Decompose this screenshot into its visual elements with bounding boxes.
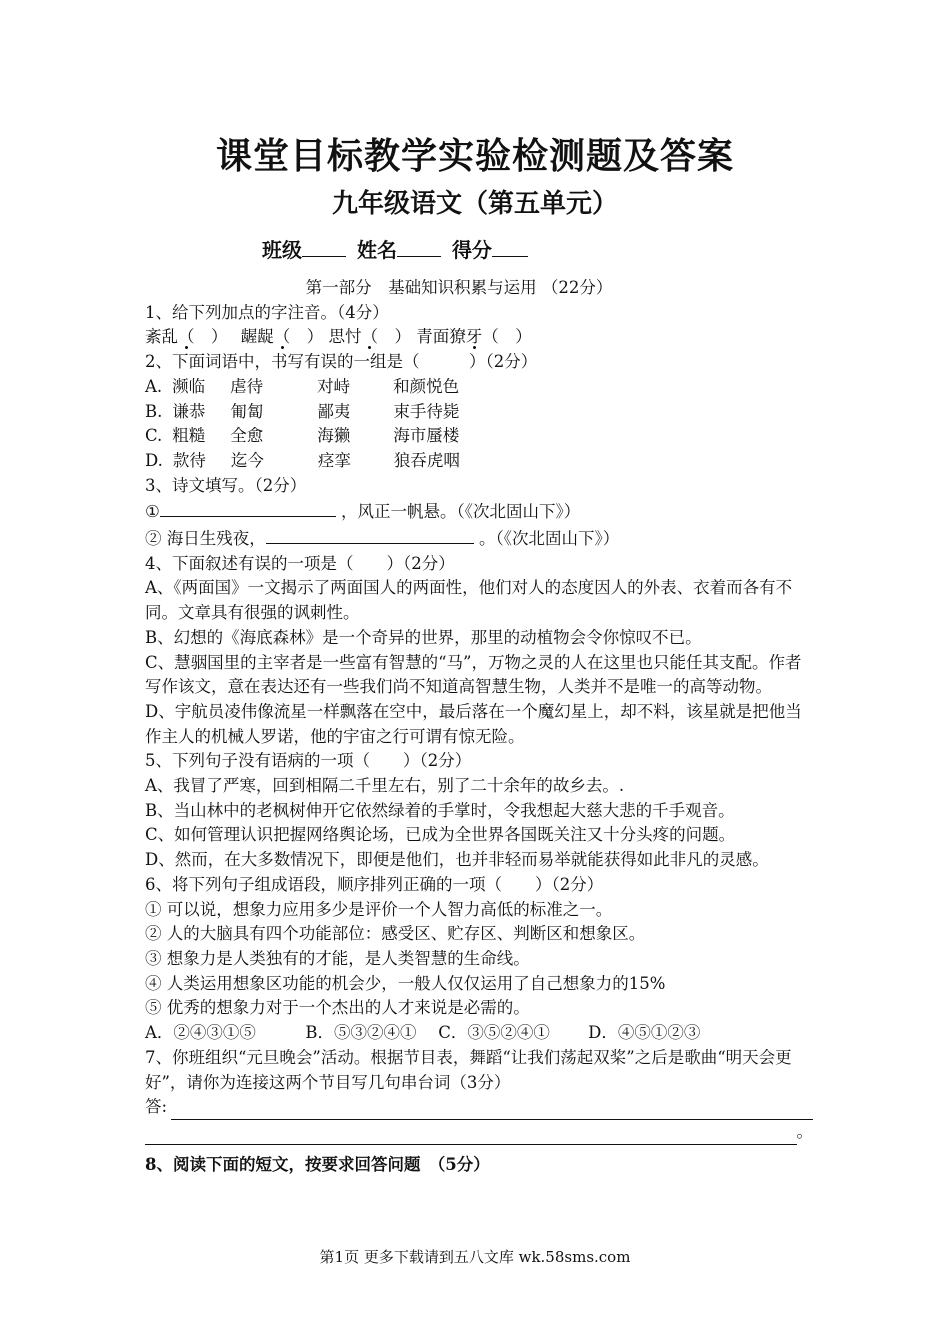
option-word: 鄙夷 [317, 401, 351, 421]
option-word: 对峙 [317, 376, 351, 396]
student-info-line [262, 234, 532, 263]
option-letter: C. [145, 426, 163, 446]
option-word: 匍匐 [230, 401, 264, 421]
option-word: 海獭 [317, 426, 351, 446]
q3-blank-1[interactable] [160, 498, 336, 517]
q6-choices: A．②④③①⑤ B．⑤③②④① C．③⑤②④① D．④⑤①②③ [145, 1023, 701, 1043]
q2-option-c [145, 424, 813, 449]
q6-sentence-5: ⑤ 优秀的想象力对于一个杰出的人才来说是必需的。 [145, 998, 530, 1018]
score-label: 得分 [451, 238, 492, 262]
q6-sentence-1: ① 可以说，想象力应用多少是评价一个人智力高低的标准之一。 [145, 899, 613, 919]
document-subtitle: 九年级语文（第五单元） [331, 189, 618, 219]
q2-option-d [145, 449, 813, 474]
page-footer: 第1页 更多下载请到五八文库 wk.58sms.com [319, 1248, 631, 1266]
q7-answer-blank-2[interactable] [145, 1126, 797, 1145]
question-4-stem: 4、下面叙述有误的一项是（ ）（2分） [145, 553, 455, 573]
option-word: 粗糙 [172, 426, 206, 446]
question-1-stem: 1、给下列加点的字注音。（4分） [145, 302, 389, 322]
section-heading: 第一部分 基础知识积累与运用 （22分） [305, 278, 613, 297]
question-3-stem: 3、诗文填写。（2分） [145, 475, 307, 495]
q4-option-a: A、《两面国》一文揭示了两面国人的两面性，他们对人的态度因人的外表、衣着而各有不同。文章具有很强的讽刺性。 [145, 578, 793, 623]
option-word: 迄今 [230, 450, 264, 470]
q5-option-d: D、然而，在大多数情况下，即便是他们，也并非轻而易举就能获得如此非凡的灵感。 [145, 850, 769, 870]
option-word: 谦恭 [172, 401, 206, 421]
q2-option-b [145, 400, 813, 425]
q3-line-1-prefix: ① [145, 502, 160, 522]
q4-option-d: D、宇航员凌伟像流星一样飘落在空中，最后落在一个魔幻星上，却不料，该星就是把他当作主人的机械人罗诺，他的宇宙之行可谓有惊无险。 [145, 701, 802, 746]
option-word: 款待 [172, 450, 206, 470]
class-blank[interactable] [302, 238, 346, 257]
option-word: 全愈 [230, 426, 264, 446]
option-word: 痉挛 [317, 450, 351, 470]
q7-answer-line-1 [145, 1095, 813, 1120]
q3-line-1-suffix: ，风正一帆悬。（《次北固山下》） [341, 502, 581, 522]
q5-option-a: A、我冒了严寒，回到相隔二千里左右，别了二十余年的故乡去。. [145, 776, 625, 796]
question-8-stem: 8、阅读下面的短文，按要求回答问题 （5分） [145, 1154, 490, 1174]
option-word: 濒临 [172, 376, 206, 396]
q4-option-b: B、幻想的《海底森林》是一个奇异的世界，那里的动植物会令你惊叹不已。 [145, 627, 702, 647]
option-word: 和颜悦色 [393, 376, 460, 396]
class-label: 班级 [262, 238, 302, 262]
exam-body [145, 276, 813, 1177]
q2-option-a [145, 375, 813, 400]
question-5-stem: 5、下列句子没有语病的一项（ ）（2分） [145, 751, 472, 771]
q7-answer-blank-1[interactable] [171, 1101, 813, 1120]
q7-answer-label: 答: [145, 1097, 168, 1117]
option-letter: A. [145, 376, 163, 396]
q1-item-1: 紊乱（ ） [145, 327, 228, 347]
question-7-stem: 7、你班组织“元旦晚会”活动。根据节目表，舞蹈“让我们荡起双桨”之后是歌曲“明天会更好”，请你为连接这两个节目写几句串台词（3分） [145, 1047, 792, 1092]
q1-item-4: 青面獠牙（ ） [416, 327, 532, 347]
question-1-items [145, 325, 813, 350]
q4-option-c: C、慧骃国里的主宰者是一些富有智慧的“马”，万物之灵的人在这里也只能任其支配。作者写作该文，意在表达还有一些我们尚不知道高智慧生物，人类并不是唯一的高等动物。 [145, 652, 802, 697]
option-word: 狼吞虎咽 [393, 450, 460, 470]
q5-option-b: B、当山林中的老枫树伸开它依然绿着的手掌时，令我想起大慈大悲的千手观音。 [145, 800, 735, 820]
q7-end-mark: 。 [796, 1121, 813, 1141]
option-word: 虐待 [230, 376, 264, 396]
document-title: 课堂目标教学实验检测题及答案 [215, 135, 734, 177]
q6-sentence-4: ④ 人类运用想象区功能的机会少，一般人仅仅运用了自己想象力的15% [145, 973, 666, 993]
q6-sentence-3: ③ 想象力是人类独有的才能，是人类智慧的生命线。 [145, 948, 530, 968]
q6-sentence-2: ② 人的大脑具有四个功能部位：感受区、贮存区、判断区和想象区。 [145, 924, 646, 944]
q3-blank-2[interactable] [266, 525, 474, 544]
q1-item-2: 龌龊（ ） [240, 327, 324, 347]
q3-line-2-prefix: ② 海日生残夜， [145, 529, 266, 549]
question-2-stem: 2、下面词语中，书写有误的一组是（ ）（2分） [145, 352, 538, 372]
q7-answer-line-2 [145, 1120, 813, 1145]
q3-line-1 [145, 498, 813, 525]
score-blank[interactable] [492, 238, 528, 257]
option-letter: B. [145, 401, 163, 421]
option-word: 束手待毙 [393, 401, 460, 421]
option-letter: D. [145, 450, 163, 470]
q3-line-2-suffix: 。（《次北固山下》） [479, 529, 620, 549]
name-blank[interactable] [397, 238, 441, 257]
q3-line-2 [145, 525, 813, 552]
name-label: 姓名 [356, 238, 397, 262]
question-6-stem: 6、将下列句子组成语段，顺序排列正确的一项（ ）（2分） [145, 874, 604, 894]
q1-item-3: 思忖（ ） [328, 327, 411, 347]
q5-option-c: C、如何管理认识把握网络舆论场，已成为全世界各国既关注又十分头疼的问题。 [145, 825, 736, 845]
option-word: 海市蜃楼 [393, 426, 460, 446]
